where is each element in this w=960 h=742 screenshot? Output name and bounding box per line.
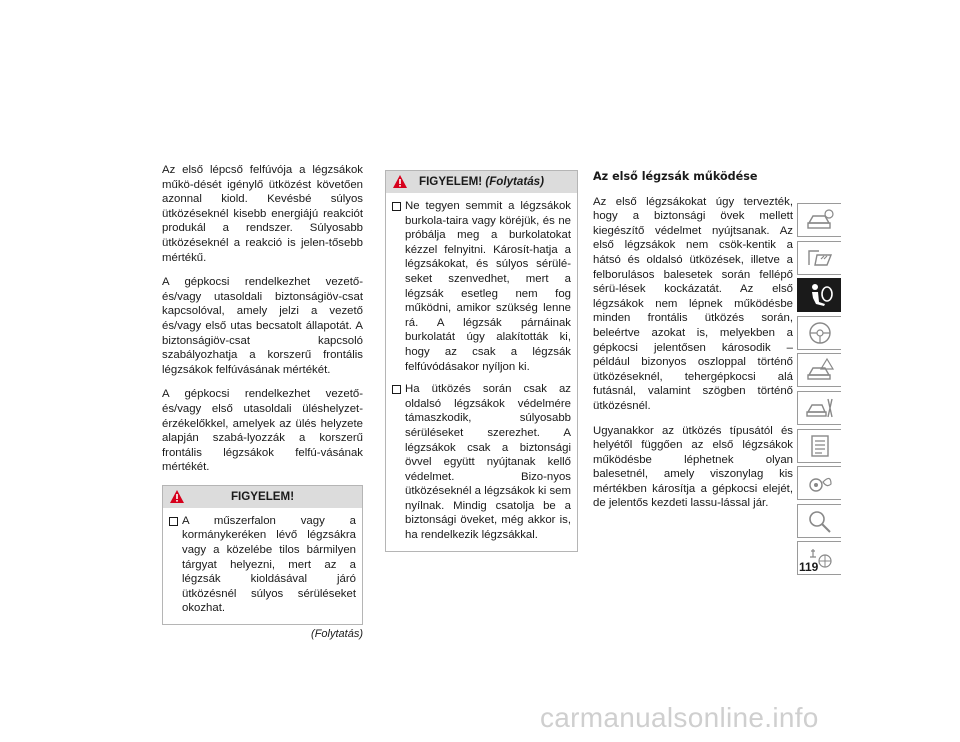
warning-item: Ha ütközés során csak az oldalsó légzsákok védelmére támaszkodik, súlyosabb sérüléseket szerezhet. A légzsákok csak a biztonsági övvel együtt nyújtanak kellő védelmet. Bizo-nyos ütközéseknél a légzsákok ki sem nyílnak. Mindig csatolja be a biztonsági öveket, még akkor is, ha rendelkezik légzsákkal. xyxy=(392,382,571,543)
tab-steering-wheel[interactable] xyxy=(797,316,841,350)
page-number: 119 xyxy=(799,560,819,574)
paragraph: Ugyanakkor az ütközés típusától és helyétől függően az első légzsákok működésbe léphetnek olyan balesetnél, amely viszonylag kis mértékben károsítja a gépkocsi elejét, de jelentős kezdeti lassu-lással jár. xyxy=(593,424,793,510)
gear-leaf-icon xyxy=(805,470,835,496)
service-tools-icon xyxy=(805,395,835,421)
chapter-tabs xyxy=(797,203,841,579)
tab-warning-car[interactable] xyxy=(797,353,841,387)
tab-car-info[interactable] xyxy=(797,203,841,237)
warning-item: Ne tegyen semmit a légzsákok burkola-taira vagy köréjük, és ne próbálja meg a burkolatokat kézzel felnyitni. Károsít-hatja a légzsákokat, és súlyos sérülé-seket szenvedhet, mert a légzsák esetleg nem fog működni, amikor szükség lenne rá. A légzsák párnáinak burkolatát úgy alakították ki, hogy az csak a légzsák felfúvódásakor nyíljon ki. xyxy=(392,199,571,374)
bullet-box-icon xyxy=(392,202,401,211)
paragraph: Az első lépcső felfúvója a légzsákok műkö-dését igénylő ütközést követően azonnal kiold. Kevésbé súlyos ütközéseknél kisebb energiájú reakciót produkál a rendszer. Súlyosabb ütközéseknél a reakció is jelen-tősebb mértékű. xyxy=(162,164,363,264)
bullet-box-icon xyxy=(169,517,178,526)
steering-wheel-icon xyxy=(805,320,835,346)
search-magnifier-icon xyxy=(805,508,835,534)
warning-title: FIGYELEM! xyxy=(230,489,295,503)
warning-car-icon xyxy=(805,357,835,383)
warning-triangle-icon xyxy=(169,489,185,504)
text-column-right xyxy=(593,170,793,521)
tab-checklist[interactable] xyxy=(797,429,841,463)
warning-box xyxy=(162,485,363,625)
bullet-box-icon xyxy=(392,385,401,394)
paragraph: A gépkocsi rendelkezhet vezető- és/vagy első utasoldali üléshelyzet-érzékelőkkel, amelyek az ülés helyzete alapján szabá-lyozzák a korszerű frontális légzsákok felfú-vásának mértékét. xyxy=(162,388,363,474)
dashboard-lights-icon xyxy=(805,245,835,271)
tab-airbag-safety[interactable] xyxy=(797,278,841,312)
text-column-middle xyxy=(385,170,578,552)
warning-title: FIGYELEM! (Folytatás) xyxy=(419,174,544,188)
paragraph: A gépkocsi rendelkezhet vezető- és/vagy utasoldali biztonságiöv-csat kapcsolóval, amely jelzi a vezető és/vagy első utas becsatolt állapotát. A biztonságiöv-csat kapcsoló szabályozhatja a korszerű frontális légzsákok felfúvásának mértékét. xyxy=(162,276,363,376)
tab-gear-leaf[interactable] xyxy=(797,466,841,500)
paragraph: Az első légzsákokat úgy tervezték, hogy a biztonsági övek mellett kiegészítő védelmet nyújtsanak. Az első légzsákok nem csök-kentik a hátsó és oldalsó ütközések, illetve a felborulásos balesetek során fellépő sérü-lések kockázatát. Az első légzsákok nem lépnek működésbe minden frontális ütközés során, beleértve azokat is, melyekben a gépkocsi jelentősen károsodik – például bizonyos oszloppal történő ütközéseknél, tehergépkocsi alá futásnál, valamint szögben történő ütközésnél. xyxy=(593,195,793,412)
section-heading: Az első légzsák működése xyxy=(593,170,758,183)
warning-triangle-icon xyxy=(392,174,408,189)
checklist-icon xyxy=(805,433,835,459)
warning-header xyxy=(386,171,577,193)
airbag-safety-icon xyxy=(805,282,835,308)
tab-search[interactable] xyxy=(797,504,841,538)
warning-box xyxy=(385,170,578,552)
tab-service-tools[interactable] xyxy=(797,391,841,425)
warning-title-continued: (Folytatás) xyxy=(485,174,544,188)
text-column-left xyxy=(162,163,363,642)
tab-dashboard-lights[interactable] xyxy=(797,241,841,275)
warning-header xyxy=(163,486,362,508)
continued-label: (Folytatás) xyxy=(311,628,363,641)
car-info-icon xyxy=(805,207,835,233)
footer-watermark: carmanualsonline.info xyxy=(540,702,819,733)
warning-item: A műszerfalon vagy a kormánykeréken lévő légzsákra vagy a közelébe tilos bármilyen tárgyat helyezni, mert az a légzsák kioldásával járó ütközésnél súlyos sérüléseket okozhat. xyxy=(169,514,356,616)
